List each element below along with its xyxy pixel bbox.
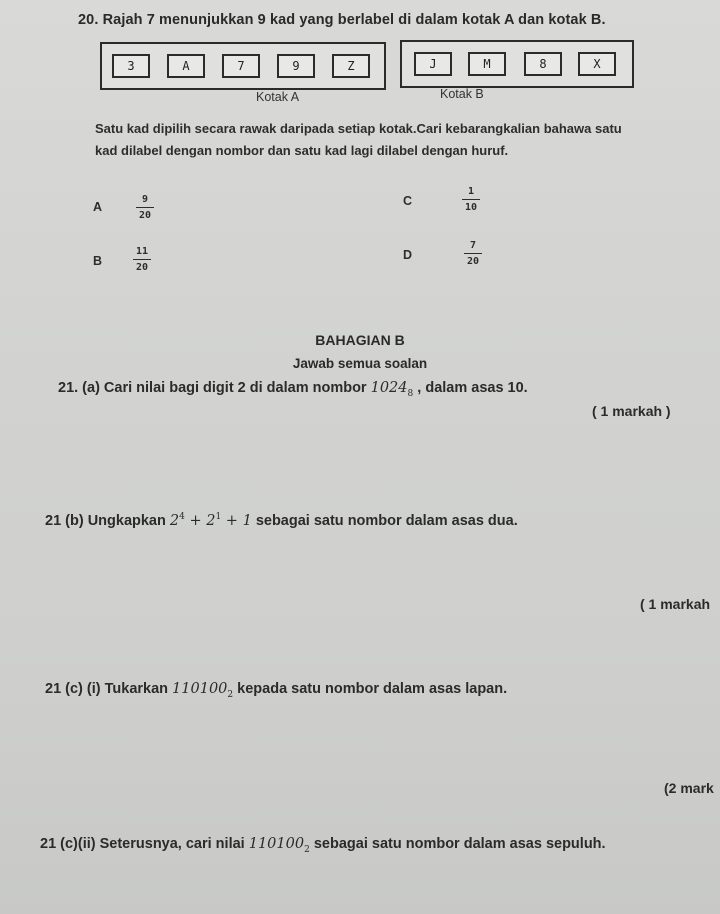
question-20-text-line2: kad dilabel dengan nombor dan satu kad lagi dilabel dengan huruf. (95, 143, 509, 158)
question-21ci-base: 2 (227, 689, 234, 700)
box-a (100, 42, 386, 90)
question-21cii-base: 2 (304, 844, 310, 855)
question-21a-text: 21. (a) Cari nilai bagi digit 2 di dalam nombor (58, 380, 371, 396)
numerator: 7 (469, 240, 477, 251)
question-21cii-number: 110100 (248, 836, 305, 852)
card: J (414, 52, 452, 76)
option-a-fraction (136, 194, 154, 221)
expr-exponent: 1 (215, 512, 222, 522)
question-21a-base: 8 (407, 388, 414, 399)
expr-exponent: 4 (179, 512, 185, 522)
card: 7 (222, 54, 260, 78)
question-21a (58, 380, 528, 399)
question-21a-text-end: , dalam asas 10. (413, 380, 528, 396)
option-d-letter: D (403, 248, 413, 262)
card: 8 (524, 52, 562, 76)
question-21b-text: 21 (b) Ungkapkan (45, 512, 170, 529)
numerator: 1 (467, 186, 475, 197)
question-20-text-line1: Satu kad dipilih secara rawak daripada setiap kotak.Cari kebarangkalian bahawa satu (95, 121, 622, 136)
card: 3 (112, 54, 150, 78)
question-21ci-text-end: kepada satu nombor dalam asas lapan. (233, 681, 508, 697)
expr-constant: + 1 (221, 512, 252, 529)
denominator: 20 (466, 256, 480, 267)
expr-operator: + (184, 512, 207, 529)
denominator: 20 (138, 210, 152, 221)
option-b-fraction (133, 246, 151, 273)
question-21b-marks: ( 1 markah (640, 596, 711, 612)
option-d-fraction (464, 240, 482, 267)
card: M (468, 52, 506, 76)
box-b-label: Kotak B (440, 87, 484, 101)
question-21cii (40, 836, 606, 855)
option-c-fraction (462, 186, 480, 213)
question-21b-text-end: sebagai satu nombor dalam asas dua. (251, 512, 518, 529)
question-21b (45, 512, 518, 529)
question-21cii-text-end: sebagai satu nombor dalam asas sepuluh. (309, 836, 606, 852)
question-21a-marks: ( 1 markah ) (592, 403, 671, 419)
card: X (578, 52, 616, 76)
question-20-title: 20. Rajah 7 menunjukkan 9 kad yang berlabel di dalam kotak A dan kotak B. (78, 12, 606, 28)
option-c-letter: C (403, 194, 413, 208)
section-title: BAHAGIAN B (315, 332, 405, 348)
card: 9 (277, 54, 315, 78)
question-21ci-marks: (2 mark (664, 780, 714, 796)
question-21a-number: 1024 (370, 380, 408, 396)
numerator: 9 (141, 194, 149, 205)
box-a-label: Kotak A (256, 90, 300, 104)
box-b (400, 40, 634, 88)
question-21cii-text: 21 (c)(ii) Seterusnya, cari nilai (40, 836, 249, 852)
section-subtitle: Jawab semua soalan (292, 356, 428, 371)
expr-base: 2 (169, 512, 180, 529)
card: Z (332, 54, 370, 78)
question-21ci-number: 110100 (172, 681, 228, 697)
option-b-letter: B (93, 254, 103, 268)
denominator: 10 (464, 202, 478, 213)
option-a-letter: A (93, 200, 103, 214)
numerator: 11 (135, 246, 149, 257)
question-21ci-text: 21 (c) (i) Tukarkan (45, 681, 173, 697)
card: A (167, 54, 205, 78)
expr-base: 2 (206, 512, 216, 529)
question-21ci (45, 681, 507, 700)
denominator: 20 (135, 262, 149, 273)
